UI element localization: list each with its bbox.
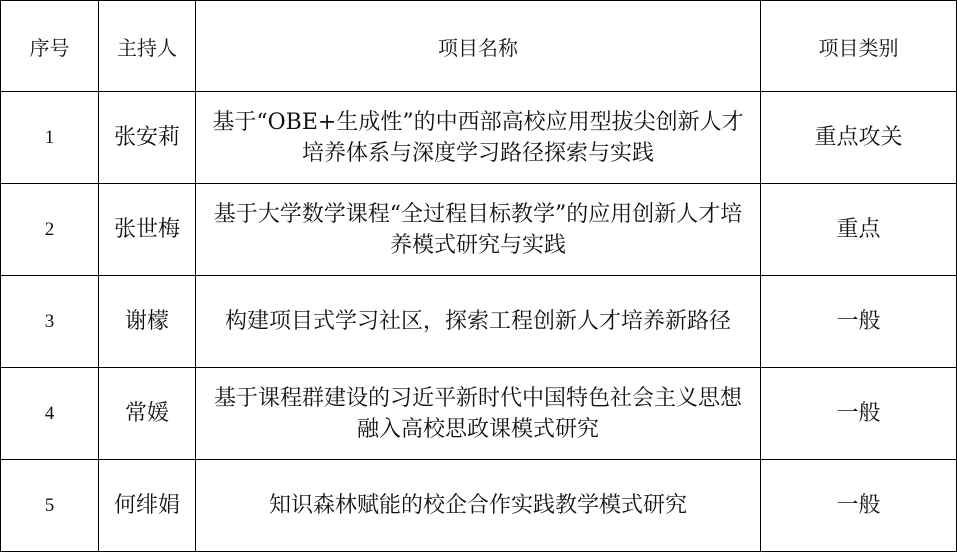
header-leader: 主持人 xyxy=(99,1,196,92)
cell-project-name: 基于“OBE+生成性”的中西部高校应用型拔尖创新人才培养体系与深度学习路径探索与实践 xyxy=(196,92,761,184)
cell-category: 一般 xyxy=(761,460,957,552)
table-row xyxy=(1,368,957,460)
cell-category: 一般 xyxy=(761,276,957,368)
table-row xyxy=(1,92,957,184)
header-index: 序号 xyxy=(1,1,99,92)
cell-project-name: 构建项目式学习社区，探索工程创新人才培养新路径 xyxy=(196,276,761,368)
cell-index: 4 xyxy=(1,368,99,460)
cell-leader: 常媛 xyxy=(99,368,196,460)
cell-index: 2 xyxy=(1,184,99,276)
cell-category: 一般 xyxy=(761,368,957,460)
cell-index: 1 xyxy=(1,92,99,184)
cell-index: 3 xyxy=(1,276,99,368)
cell-leader: 张安莉 xyxy=(99,92,196,184)
header-row xyxy=(1,1,957,92)
cell-category: 重点攻关 xyxy=(761,92,957,184)
table-body xyxy=(1,92,957,552)
table-row xyxy=(1,184,957,276)
cell-leader: 何绯娟 xyxy=(99,460,196,552)
header-category: 项目类别 xyxy=(761,1,957,92)
cell-category: 重点 xyxy=(761,184,957,276)
table-row xyxy=(1,460,957,552)
cell-leader: 谢檬 xyxy=(99,276,196,368)
cell-project-name: 基于课程群建设的习近平新时代中国特色社会主义思想融入高校思政课模式研究 xyxy=(196,368,761,460)
table-row xyxy=(1,276,957,368)
cell-project-name: 基于大学数学课程“全过程目标教学”的应用创新人才培养模式研究与实践 xyxy=(196,184,761,276)
header-project-name: 项目名称 xyxy=(196,1,761,92)
cell-leader: 张世梅 xyxy=(99,184,196,276)
cell-project-name: 知识森林赋能的校企合作实践教学模式研究 xyxy=(196,460,761,552)
table-header xyxy=(1,1,957,92)
cell-index: 5 xyxy=(1,460,99,552)
